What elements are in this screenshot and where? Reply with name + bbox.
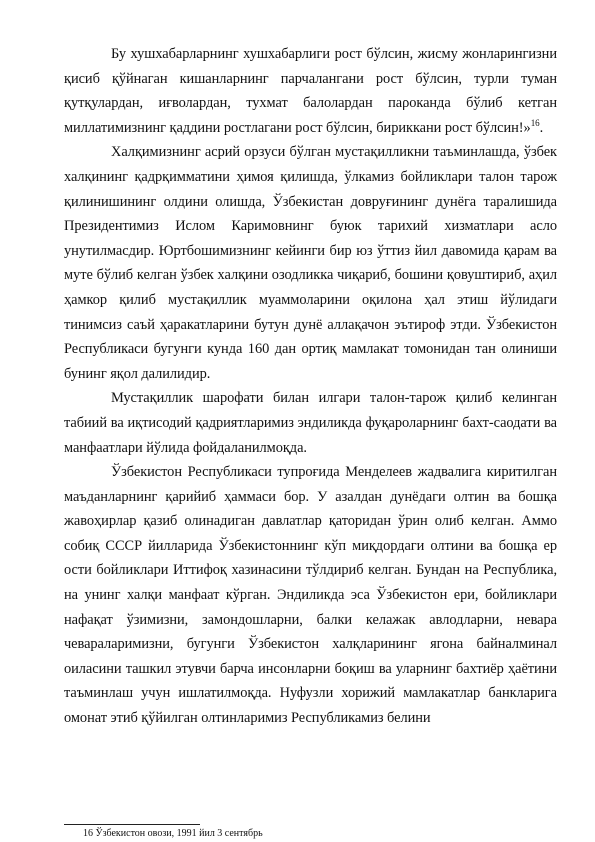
footnote-reference: 16 <box>530 117 540 128</box>
paragraph-1-text: Бу хушхабарларнинг хушхабарлиги рост бўлсин, жисму жонларингизни қисиб қўйнаган кишанларнинг парчалангани рост бўлсин, турли туман қутқулардан, иғволардан, тухмат балолардан паροканда бўлиб кетган миллатимизнинг қаддини ростлагани рост бўлсин, бириккани рост бўлсин!» <box>64 46 557 136</box>
footnote: 16 Ўзбекистон овози, 1991 йил 3 сентябрь <box>83 828 263 839</box>
paragraph-4: Ўзбекистон Республикаси тупроғида Менделеев жадвалига киритилган маъданларнинг қарийиб ҳаммаси бор. У азалдан дунёдаги олтин ва бошқа жавоҳирлар қазиб олинадиган давлатлар қаторидан ўрин олиб келган. Аммо собиқ СССР йилларида Ўзбекистоннинг кўп миқдордаги олтини ва бошқа ер ости бойликлари Иттифоқ хазинасини тўлдириб келган. Бундан на Республика, на унинг халқи манфаат кўрган. Эндиликда эса Ўзбекистон ери, бойликлари нафақат ўзимизни, замондошларни, балки келажак авлодларни, невара чевараларимизни, бугунги Ўзбекистон халқларининг ягона байналминал оиласини ташкил этувчи барча инсонларни боқиш ва уларнинг бахтиёр ҳаётини таъминлаш учун ишлатилмоқда. Нуфузли хорижий мамлакатлар банкларига омонат этиб қўйилган олтинларимиз Республикамиз белини <box>64 464 557 727</box>
footnote-separator <box>64 824 200 825</box>
body-text <box>64 42 557 731</box>
paragraph-1: Бу хушхабарларнинг хушхабарлиги рост бўлсин, жисму жонларингизни қисиб қўйнаган кишанларнинг парчалангани рост бўлсин, турли туман қутқулардан, иғволардан, тухмат балолардан паροканда бўлиб кетган миллатимизнинг қаддини ростлагани рост бўлсин, бириккани рост бўлсин!»$^{16}$. <box>64 46 557 136</box>
paragraph-3: Мустақиллик шарофати билан илгари талон-тарож қилиб келинган табиий ва иқтисодий қадриятларимиз эндиликда фуқароларнинг бахт-саодати ва манфаатлари йўлида фойдаланилмоқда. <box>64 390 557 456</box>
paragraph-2: Халқимизнинг асрий орзуси бўлган мустақилликни таъминлашда, ўзбек халқининг қадрқимматини ҳимоя қилишда, ўлкамиз бойликлари талон тарож қилинишининг олдини олишда, Ўзбекистан довруғининг дунёга таралишида Президентимиз Ислом Каримовнинг буюк тарихий хизматлари асло унутилмасдир. Юртбошимизнинг кейинги бир юз ўттиз йил давомида қарам ва муте бўлиб келган ўзбек халқини озодликка чиқариб, бошини қовуштириб, аҳил ҳамкор қилиб мустақиллик муаммоларини оқилона ҳал этиш йўлидаги тинимсиз саъй ҳаракатларини бутун дунё аллақачон эътироф этди. Ўзбекистон Республикаси бугунги кунда 160 дан ортиқ мамлакат томонидан тан олиниши бунинг яқол далилидир. <box>64 144 557 382</box>
